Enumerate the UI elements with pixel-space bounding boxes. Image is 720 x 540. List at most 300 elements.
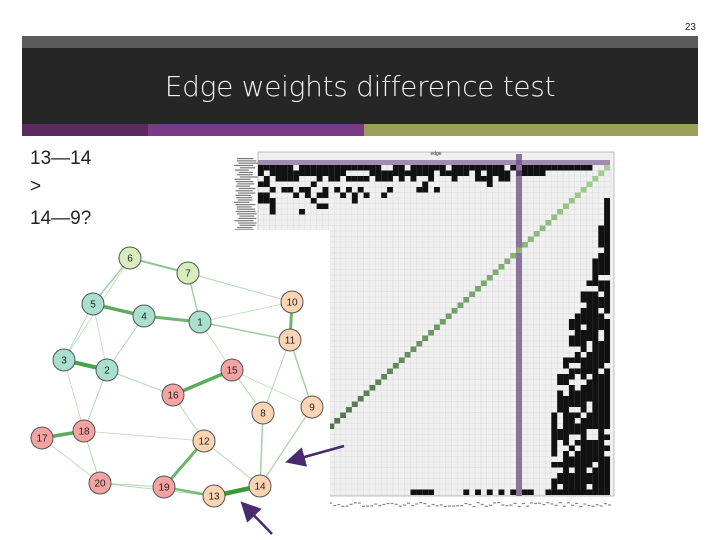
heatmap-cell bbox=[287, 176, 293, 182]
diagonal-cell bbox=[469, 292, 475, 298]
heatmap-cell bbox=[604, 418, 610, 424]
heatmap-cell bbox=[293, 176, 299, 182]
heatmap-cell bbox=[528, 490, 534, 496]
node-label: 7 bbox=[185, 268, 191, 280]
heatmap-cell bbox=[522, 490, 528, 496]
heatmap-cell bbox=[340, 171, 346, 177]
axis-tick-label bbox=[538, 503, 541, 504]
heatmap-cell bbox=[569, 402, 575, 408]
axis-tick-label bbox=[391, 503, 394, 504]
axis-tick-label bbox=[592, 506, 595, 507]
heatmap-cell bbox=[604, 226, 610, 232]
heatmap-cell bbox=[328, 165, 334, 171]
heatmap-cell bbox=[311, 165, 317, 171]
heatmap-cell bbox=[569, 336, 575, 342]
diagonal-cell bbox=[375, 380, 381, 386]
axis-tick-label bbox=[456, 505, 459, 506]
axis-tick-label bbox=[387, 503, 390, 504]
heatmap-cell bbox=[604, 462, 610, 468]
heatmap-cell bbox=[592, 473, 598, 479]
heatmap-cell bbox=[569, 473, 575, 479]
node-label: 14 bbox=[254, 481, 266, 493]
heatmap-cell bbox=[598, 402, 604, 408]
network-node-5 bbox=[82, 293, 104, 315]
heatmap-cell bbox=[551, 413, 557, 419]
heatmap-cell bbox=[422, 165, 428, 171]
diagonal-cell bbox=[457, 303, 463, 309]
heatmap-cell bbox=[563, 429, 569, 435]
heatmap-cell bbox=[569, 319, 575, 325]
heatmap-cell bbox=[592, 440, 598, 446]
heatmap-cell bbox=[393, 165, 399, 171]
axis-tick-label bbox=[428, 505, 431, 506]
heatmap-cell bbox=[563, 165, 569, 171]
heatmap-cell bbox=[569, 490, 575, 496]
heatmap-cell bbox=[581, 165, 587, 171]
network-node-11 bbox=[279, 329, 301, 351]
heatmap-cell bbox=[317, 204, 323, 210]
heatmap-cell bbox=[499, 165, 505, 171]
heatmap-cell bbox=[534, 171, 540, 177]
network-edge bbox=[200, 302, 292, 322]
diagonal-cell bbox=[587, 182, 593, 188]
heatmap-cell bbox=[592, 336, 598, 342]
accent-bar-olive bbox=[364, 124, 698, 136]
heatmap-cell bbox=[575, 358, 581, 364]
axis-tick-label bbox=[559, 502, 562, 503]
heatmap-cell bbox=[504, 171, 510, 177]
axis-tick-label bbox=[337, 504, 340, 505]
heatmap-cell bbox=[604, 468, 610, 474]
heatmap-cell bbox=[604, 198, 610, 204]
heatmap-cell bbox=[528, 165, 534, 171]
heatmap-cell bbox=[563, 468, 569, 474]
heatmap-cell bbox=[557, 402, 563, 408]
axis-tick-label bbox=[411, 505, 414, 506]
heatmap-cell bbox=[487, 490, 493, 496]
heatmap-cell bbox=[581, 490, 587, 496]
heatmap-cell bbox=[598, 418, 604, 424]
heatmap-cell bbox=[587, 424, 593, 430]
diagonal-cell bbox=[416, 341, 422, 347]
heatmap-cell bbox=[551, 451, 557, 457]
heatmap-cell bbox=[592, 446, 598, 452]
heatmap-cell bbox=[258, 198, 264, 204]
axis-tick-label bbox=[522, 503, 525, 504]
heatmap-cell bbox=[551, 418, 557, 424]
heatmap-cell bbox=[592, 484, 598, 490]
slide-title: Edge weights difference test bbox=[164, 70, 556, 103]
heatmap-cell bbox=[575, 462, 581, 468]
axis-tick-label bbox=[432, 504, 435, 505]
heatmap-cell bbox=[587, 281, 593, 287]
heatmap-cell bbox=[569, 484, 575, 490]
heatmap-cell bbox=[575, 336, 581, 342]
heatmap-cell bbox=[557, 165, 563, 171]
heatmap-cell bbox=[563, 462, 569, 468]
axis-tick-label bbox=[526, 506, 529, 507]
diagonal-cell bbox=[352, 402, 358, 408]
heatmap-cell bbox=[387, 171, 393, 177]
axis-tick-label bbox=[407, 503, 410, 504]
heatmap-cell bbox=[440, 171, 446, 177]
axis-tick-label bbox=[460, 505, 463, 506]
diagonal-cell bbox=[434, 325, 440, 331]
heatmap-cell bbox=[364, 165, 370, 171]
heatmap-cell bbox=[598, 435, 604, 441]
heatmap-cell bbox=[569, 165, 575, 171]
heatmap-cell bbox=[293, 193, 299, 199]
node-label: 10 bbox=[286, 297, 298, 309]
heatmap-cell bbox=[581, 297, 587, 303]
question-line-1: 13—14 bbox=[30, 148, 92, 169]
diagonal-cell bbox=[581, 187, 587, 193]
heatmap-cell bbox=[522, 165, 528, 171]
heatmap-cell bbox=[604, 424, 610, 430]
heatmap-cell bbox=[604, 319, 610, 325]
heatmap-cell bbox=[604, 281, 610, 287]
heatmap-cell bbox=[323, 193, 329, 199]
heatmap-cell bbox=[604, 352, 610, 358]
heatmap-cell bbox=[604, 402, 610, 408]
heatmap-cell bbox=[592, 275, 598, 281]
network-node-20 bbox=[89, 472, 111, 494]
axis-tick-label bbox=[395, 504, 398, 505]
heatmap-cell bbox=[522, 171, 528, 177]
heatmap-cell bbox=[317, 171, 323, 177]
heatmap-cell bbox=[581, 369, 587, 375]
heatmap-cell bbox=[264, 165, 270, 171]
heatmap-cell bbox=[592, 424, 598, 430]
heatmap-cell bbox=[604, 490, 610, 496]
heatmap-cell bbox=[399, 176, 405, 182]
heatmap-cell bbox=[381, 176, 387, 182]
heatmap-cell bbox=[604, 308, 610, 314]
network-node-17 bbox=[31, 427, 53, 449]
heatmap-cell bbox=[598, 468, 604, 474]
heatmap-cell bbox=[575, 473, 581, 479]
heatmap-cell bbox=[422, 187, 428, 193]
heatmap-cell bbox=[587, 165, 593, 171]
heatmap-cell bbox=[411, 171, 417, 177]
heatmap-cell bbox=[551, 462, 557, 468]
heatmap-cell bbox=[293, 171, 299, 177]
heatmap-cell bbox=[581, 418, 587, 424]
heatmap-cell bbox=[581, 336, 587, 342]
network-node-10 bbox=[281, 291, 303, 313]
heatmap-cell bbox=[557, 391, 563, 397]
heatmap-cell bbox=[569, 446, 575, 452]
heatmap-cell bbox=[551, 165, 557, 171]
heatmap-cell bbox=[305, 171, 311, 177]
axis-tick-label bbox=[473, 506, 476, 507]
heatmap-cell bbox=[581, 429, 587, 435]
heatmap-cell bbox=[575, 490, 581, 496]
diagonal-cell bbox=[334, 418, 340, 424]
heatmap-cell bbox=[375, 176, 381, 182]
heatmap-cell bbox=[557, 479, 563, 485]
heatmap-cell bbox=[323, 165, 329, 171]
heatmap-cell bbox=[557, 374, 563, 380]
heatmap-cell bbox=[592, 413, 598, 419]
network-node-2 bbox=[96, 359, 118, 381]
heatmap-cell bbox=[416, 165, 422, 171]
node-label: 19 bbox=[158, 482, 170, 494]
diagonal-cell bbox=[399, 358, 405, 364]
heatmap-cell bbox=[604, 204, 610, 210]
diagonal-cell bbox=[545, 220, 551, 226]
heatmap-cell bbox=[598, 363, 604, 369]
heatmap-cell bbox=[311, 198, 317, 204]
axis-tick-label bbox=[464, 503, 467, 504]
diagonal-cell bbox=[534, 231, 540, 237]
heatmap-cell bbox=[604, 369, 610, 375]
diagonal-cell bbox=[569, 198, 575, 204]
heatmap-cell bbox=[569, 358, 575, 364]
heatmap-cell bbox=[264, 198, 270, 204]
axis-tick-label bbox=[567, 502, 570, 503]
heatmap-cell bbox=[604, 484, 610, 490]
heatmap-cell bbox=[604, 215, 610, 221]
diagonal-cell bbox=[516, 248, 522, 254]
axis-tick-label bbox=[423, 503, 426, 504]
heatmap-cell bbox=[598, 270, 604, 276]
heatmap-cell bbox=[581, 391, 587, 397]
heatmap-cell bbox=[504, 176, 510, 182]
heatmap-cell bbox=[581, 330, 587, 336]
heatmap-cell bbox=[587, 303, 593, 309]
axis-tick-label bbox=[489, 505, 492, 506]
heatmap-cell bbox=[598, 374, 604, 380]
heatmap-cell bbox=[592, 457, 598, 463]
diagonal-cell bbox=[428, 330, 434, 336]
heatmap-cell bbox=[551, 490, 557, 496]
axis-tick-label bbox=[240, 176, 259, 177]
heatmap-cell bbox=[587, 451, 593, 457]
heatmap-cell bbox=[604, 457, 610, 463]
heatmap-cell bbox=[592, 391, 598, 397]
heatmap-cell bbox=[592, 407, 598, 413]
heatmap-cell bbox=[581, 396, 587, 402]
axis-tick-label bbox=[510, 505, 513, 506]
heatmap-cell bbox=[287, 171, 293, 177]
heatmap-cell bbox=[587, 352, 593, 358]
diagonal-cell bbox=[387, 369, 393, 375]
heatmap-cell bbox=[405, 171, 411, 177]
heatmap-cell bbox=[317, 176, 323, 182]
axis-tick-label bbox=[514, 503, 517, 504]
heatmap-cell bbox=[604, 380, 610, 386]
heatmap-cell bbox=[563, 380, 569, 386]
heatmap-cell bbox=[334, 171, 340, 177]
heatmap-cell bbox=[487, 176, 493, 182]
heatmap-cell bbox=[276, 176, 282, 182]
node-label: 11 bbox=[284, 335, 296, 347]
diagonal-cell bbox=[604, 165, 610, 171]
diagonal-cell bbox=[540, 226, 546, 232]
heatmap-cell bbox=[581, 468, 587, 474]
heatmap-cell bbox=[592, 297, 598, 303]
heatmap-cell bbox=[299, 187, 305, 193]
diagonal-cell bbox=[381, 374, 387, 380]
heatmap-cell bbox=[387, 176, 393, 182]
heatmap-cell bbox=[428, 490, 434, 496]
heatmap-cell bbox=[598, 303, 604, 309]
axis-tick-label bbox=[235, 170, 249, 171]
heatmap-cell bbox=[604, 209, 610, 215]
heatmap-cell bbox=[587, 369, 593, 375]
node-label: 18 bbox=[78, 426, 90, 438]
heatmap-cell bbox=[592, 490, 598, 496]
axis-tick-label bbox=[575, 503, 578, 504]
axis-tick-label bbox=[237, 158, 253, 159]
heatmap-cell bbox=[328, 171, 334, 177]
heatmap-cell bbox=[569, 325, 575, 331]
diagonal-cell bbox=[598, 171, 604, 177]
heatmap-cell bbox=[563, 374, 569, 380]
heatmap-cell bbox=[592, 292, 598, 298]
heatmap-cell bbox=[604, 347, 610, 353]
diagonal-cell bbox=[452, 308, 458, 314]
heatmap-cell bbox=[551, 440, 557, 446]
heatmap-cell bbox=[598, 413, 604, 419]
heatmap-cell bbox=[557, 429, 563, 435]
heatmap-cell bbox=[575, 391, 581, 397]
heatmap-cell bbox=[592, 380, 598, 386]
heatmap-cell bbox=[581, 424, 587, 430]
heatmap-cell bbox=[387, 187, 393, 193]
heatmap-cell bbox=[510, 490, 516, 496]
heatmap-cell bbox=[575, 325, 581, 331]
heatmap-cell bbox=[598, 226, 604, 232]
heatmap-cell bbox=[428, 165, 434, 171]
heatmap-cell bbox=[493, 171, 499, 177]
diagonal-cell bbox=[510, 253, 516, 259]
heatmap-cell bbox=[587, 336, 593, 342]
axis-tick-label bbox=[237, 227, 252, 228]
heatmap-cell bbox=[604, 264, 610, 270]
axis-tick-label bbox=[235, 179, 251, 180]
axis-tick-label bbox=[237, 160, 257, 161]
heatmap-cell bbox=[587, 380, 593, 386]
axis-tick-label bbox=[239, 172, 253, 173]
heatmap-cell bbox=[493, 165, 499, 171]
heatmap-cell bbox=[587, 385, 593, 391]
heatmap-cell bbox=[375, 165, 381, 171]
heatmap-cell bbox=[581, 435, 587, 441]
heatmap-cell bbox=[569, 385, 575, 391]
node-label: 4 bbox=[141, 311, 147, 323]
diagonal-cell bbox=[493, 270, 499, 276]
heatmap-cell bbox=[323, 187, 329, 193]
heatmap-cell bbox=[428, 171, 434, 177]
network-node-19 bbox=[153, 476, 175, 498]
heatmap-cell bbox=[581, 363, 587, 369]
axis-tick-label bbox=[234, 165, 253, 166]
heatmap-cell bbox=[587, 358, 593, 364]
heatmap-cell bbox=[281, 165, 287, 171]
heatmap-cell bbox=[540, 165, 546, 171]
heatmap-cell bbox=[276, 171, 282, 177]
axis-tick-label bbox=[374, 504, 377, 505]
heatmap-cell bbox=[598, 490, 604, 496]
heatmap-cell bbox=[569, 457, 575, 463]
diagonal-cell bbox=[340, 413, 346, 419]
heatmap-cell bbox=[592, 358, 598, 364]
axis-tick-label bbox=[419, 502, 422, 503]
heatmap-cell bbox=[399, 171, 405, 177]
axis-tick-label bbox=[534, 503, 537, 504]
axis-tick-label bbox=[481, 504, 484, 505]
heatmap-cell bbox=[587, 292, 593, 298]
heatmap-cell bbox=[598, 286, 604, 292]
heatmap-cell bbox=[463, 165, 469, 171]
network-node-7 bbox=[177, 262, 199, 284]
axis-tick-label bbox=[236, 186, 250, 187]
heatmap-cell bbox=[452, 165, 458, 171]
heatmap-cell bbox=[551, 479, 557, 485]
node-label: 3 bbox=[61, 355, 67, 367]
heatmap-cell bbox=[563, 484, 569, 490]
heatmap-header-label: edge bbox=[430, 151, 442, 157]
axis-tick-label bbox=[237, 209, 255, 210]
heatmap-cell bbox=[475, 171, 481, 177]
axis-tick-label bbox=[501, 504, 504, 505]
heatmap-cell bbox=[592, 468, 598, 474]
heatmap-cell bbox=[411, 490, 417, 496]
heatmap-cell bbox=[598, 446, 604, 452]
heatmap-cell bbox=[563, 396, 569, 402]
heatmap-cell bbox=[563, 457, 569, 463]
heatmap-cell bbox=[598, 237, 604, 243]
axis-tick-label bbox=[238, 218, 256, 219]
heatmap-cell bbox=[598, 281, 604, 287]
heatmap-cell bbox=[575, 319, 581, 325]
heatmap-cell bbox=[575, 165, 581, 171]
network-edge bbox=[232, 370, 312, 407]
diagonal-cell bbox=[551, 215, 557, 221]
heatmap-cell bbox=[487, 171, 493, 177]
heatmap-cell bbox=[340, 165, 346, 171]
axis-tick-label bbox=[239, 188, 256, 189]
heatmap-cell bbox=[551, 484, 557, 490]
diagonal-cell bbox=[504, 259, 510, 265]
axis-tick-label bbox=[596, 504, 599, 505]
heatmap-cell bbox=[381, 171, 387, 177]
heatmap-cell bbox=[557, 490, 563, 496]
heatmap-cell bbox=[551, 446, 557, 452]
diagonal-cell bbox=[557, 209, 563, 215]
heatmap-cell bbox=[587, 457, 593, 463]
network-node-13 bbox=[203, 485, 225, 507]
heatmap-cell bbox=[575, 479, 581, 485]
heatmap-cell bbox=[287, 165, 293, 171]
heatmap-cell bbox=[311, 171, 317, 177]
heatmap-cell bbox=[581, 341, 587, 347]
axis-tick-label bbox=[238, 193, 255, 194]
axis-tick-label bbox=[237, 183, 254, 184]
heatmap-cell bbox=[592, 330, 598, 336]
heatmap-cell bbox=[276, 165, 282, 171]
heatmap-cell bbox=[281, 171, 287, 177]
heatmap-cell bbox=[604, 231, 610, 237]
heatmap-cell bbox=[270, 204, 276, 210]
heatmap-cell bbox=[592, 303, 598, 309]
network-edge bbox=[188, 273, 292, 302]
heatmap-cell bbox=[557, 473, 563, 479]
network-node-14 bbox=[249, 475, 271, 497]
heatmap-cell bbox=[328, 176, 334, 182]
